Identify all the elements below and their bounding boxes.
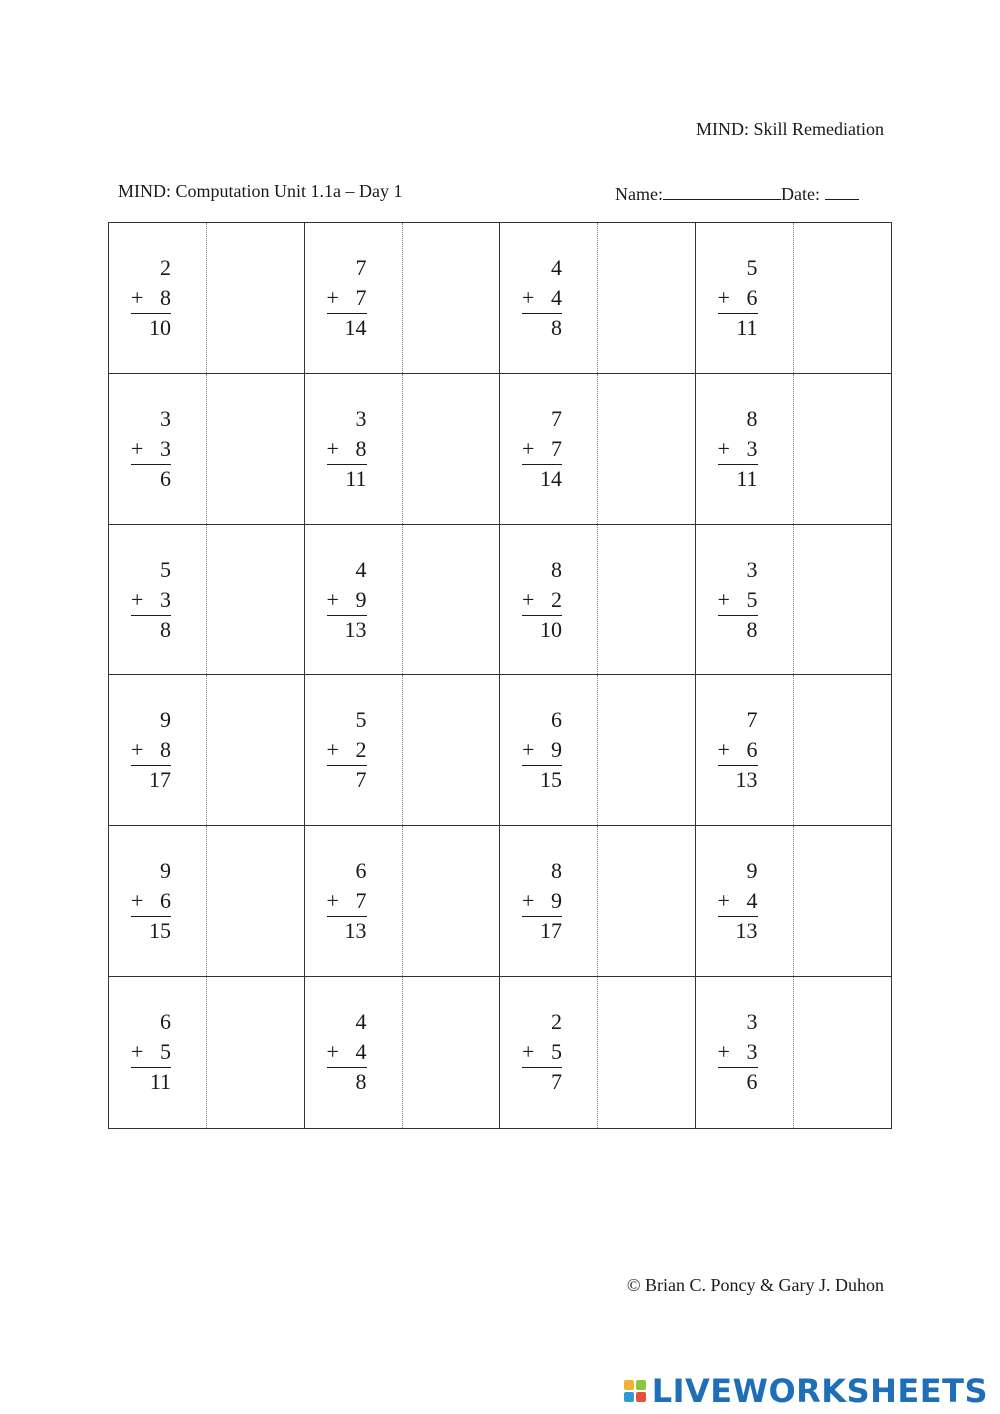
sum-line [522,615,562,616]
addend-bottom: 2 [355,737,367,763]
plus-sign: + [326,1039,339,1065]
sum-answer: 13 [344,616,367,642]
addend-bottom: 3 [746,1039,758,1065]
logo-icon [624,1380,646,1402]
addition-problem [129,555,171,645]
addend-top: 7 [355,255,367,280]
problem-cell [109,374,305,525]
addend-bottom-row [325,886,367,916]
addition-problem [129,856,171,946]
addend-top: 8 [551,858,562,884]
dotted-divider [402,374,403,524]
addend-top: 6 [355,858,367,884]
sum-line [718,313,758,314]
brand-text: LIVEWORKSHEETS [651,1372,988,1410]
addend-top: 3 [746,556,758,582]
problem-cell [305,675,501,826]
addend-bottom-row [325,283,367,313]
addend-top: 9 [746,858,758,884]
addend-bottom-row [325,1037,367,1067]
addend-bottom: 2 [551,586,562,612]
logo-square [636,1380,646,1390]
addition-problem [325,555,367,645]
addend-bottom-row [129,434,171,464]
plus-sign: + [717,435,730,461]
sum-answer: 13 [735,918,758,944]
addend-top: 5 [355,707,367,733]
sum-line [718,1067,758,1068]
plus-sign: + [326,586,339,612]
sum-line [718,615,758,616]
plus-sign: + [131,285,144,310]
addend-top: 7 [746,707,758,733]
plus-sign: + [717,737,730,763]
addition-problem [716,404,758,494]
addend-bottom-row [325,585,367,615]
addend-bottom-row [716,283,758,313]
dotted-divider [402,826,403,976]
date-field[interactable] [825,181,859,200]
addition-problem [129,705,171,795]
addend-bottom-row [129,735,171,765]
sum-answer: 8 [355,1069,367,1095]
addend-bottom: 3 [746,435,758,461]
worksheet-title: MIND: Computation Unit 1.1a – Day 1 [118,181,403,201]
date-label: Date: [780,184,820,204]
plus-sign: + [326,435,339,461]
name-date-fields [615,181,859,205]
dotted-divider [206,374,207,524]
plus-sign: + [326,285,339,310]
addend-top: 3 [160,405,171,431]
addend-top: 8 [551,556,562,582]
addend-bottom-row [716,886,758,916]
problem-cell [500,525,696,676]
addend-top: 9 [160,707,171,733]
addend-top: 6 [160,1009,171,1035]
sum-line [327,916,367,917]
addition-problem [325,253,367,343]
addition-problem [129,253,171,343]
addend-bottom-row [716,1037,758,1067]
problem-cell [696,374,892,525]
addend-bottom: 5 [746,586,758,612]
addend-bottom-row [129,283,171,313]
addition-problem [129,404,171,494]
addend-bottom: 7 [355,285,367,310]
addend-bottom-row [520,1037,562,1067]
addition-problem [520,1007,562,1097]
sum-answer: 13 [344,918,367,944]
addend-bottom: 9 [551,737,562,763]
addition-problem [520,856,562,946]
problem-cell [696,675,892,826]
problem-cell [500,374,696,525]
sum-line [327,1067,367,1068]
dotted-divider [597,826,598,976]
addend-bottom: 8 [160,285,171,310]
dotted-divider [402,675,403,825]
addend-bottom-row [325,434,367,464]
addend-bottom: 6 [746,285,758,310]
sum-answer: 17 [540,918,562,944]
sum-line [131,615,171,616]
liveworksheets-logo [624,1372,988,1410]
dotted-divider [206,525,207,675]
addend-bottom: 3 [160,435,171,461]
name-label: Name: [615,184,663,204]
addend-bottom-row [129,886,171,916]
addition-problem [716,253,758,343]
addend-bottom: 7 [551,435,562,461]
skill-remediation-label: MIND: Skill Remediation [696,119,884,139]
dotted-divider [793,525,794,675]
plus-sign: + [717,1039,730,1065]
problem-cell [109,525,305,676]
sum-answer: 15 [540,767,562,793]
plus-sign: + [717,888,730,914]
addend-bottom: 6 [160,888,171,914]
addend-bottom-row [129,1037,171,1067]
sum-line [131,313,171,314]
problem-cell [305,826,501,977]
plus-sign: + [717,285,730,310]
addend-bottom-row [520,434,562,464]
dotted-divider [793,675,794,825]
sum-line [522,916,562,917]
sum-answer: 7 [551,1069,562,1095]
plus-sign: + [522,888,535,914]
dotted-divider [793,826,794,976]
sum-answer: 8 [551,315,562,340]
problem-cell [696,826,892,977]
addition-problem [325,856,367,946]
plus-sign: + [131,737,144,763]
addend-bottom-row [520,886,562,916]
sum-line [131,1067,171,1068]
addition-problem [520,253,562,343]
addition-problem [520,705,562,795]
copyright-text: © Brian C. Poncy & Gary J. Duhon [626,1275,884,1295]
problem-cell [305,223,501,374]
problem-cell [500,826,696,977]
addend-top: 3 [355,405,367,431]
sum-line [718,916,758,917]
plus-sign: + [326,737,339,763]
addend-bottom: 9 [355,586,367,612]
sum-line [718,765,758,766]
problem-cell [500,223,696,374]
sum-answer: 11 [345,465,367,491]
addend-top: 4 [551,255,562,280]
problem-cell [696,977,892,1128]
plus-sign: + [131,586,144,612]
dotted-divider [402,525,403,675]
addend-bottom: 4 [746,888,758,914]
addition-problem [520,555,562,645]
addend-bottom: 7 [355,888,367,914]
dotted-divider [206,826,207,976]
plus-sign: + [131,1039,144,1065]
dotted-divider [402,977,403,1128]
problem-cell [109,977,305,1128]
dotted-divider [206,977,207,1128]
sum-line [131,464,171,465]
sum-answer: 10 [149,315,171,340]
sum-answer: 17 [149,767,171,793]
dotted-divider [597,223,598,373]
plus-sign: + [131,888,144,914]
sum-line [131,916,171,917]
logo-square [624,1380,634,1390]
addend-top: 9 [160,858,171,884]
problem-grid [108,222,892,1129]
addend-top: 4 [355,1009,367,1035]
addend-top: 5 [746,255,758,280]
addend-bottom-row [716,585,758,615]
addend-bottom: 3 [160,586,171,612]
sum-line [327,765,367,766]
sum-answer: 7 [355,767,367,793]
plus-sign: + [522,435,535,461]
addend-top: 4 [355,556,367,582]
problem-cell [500,675,696,826]
sum-answer: 14 [344,315,367,340]
dotted-divider [597,374,598,524]
sum-line [522,765,562,766]
addition-problem [325,705,367,795]
sum-answer: 13 [735,767,758,793]
addend-top: 8 [746,405,758,431]
sum-line [131,765,171,766]
sum-line [522,1067,562,1068]
sum-answer: 11 [736,465,758,491]
addend-bottom: 4 [551,285,562,310]
addend-top: 3 [746,1009,758,1035]
addend-bottom: 6 [746,737,758,763]
dotted-divider [597,525,598,675]
plus-sign: + [131,435,144,461]
problem-cell [109,826,305,977]
sum-answer: 15 [149,918,171,944]
sum-line [522,464,562,465]
addition-problem [716,555,758,645]
sum-answer: 8 [746,616,758,642]
addend-top: 6 [551,707,562,733]
problem-cell [109,675,305,826]
addition-problem [325,1007,367,1097]
plus-sign: + [522,737,535,763]
dotted-divider [597,977,598,1128]
addend-bottom-row [716,735,758,765]
sum-line [718,464,758,465]
addition-problem [520,404,562,494]
plus-sign: + [326,888,339,914]
addend-bottom-row [520,585,562,615]
problem-cell [109,223,305,374]
sum-line [522,313,562,314]
problem-cell [305,374,501,525]
addend-top: 7 [551,405,562,431]
plus-sign: + [522,285,535,310]
sum-line [327,464,367,465]
addend-bottom-row [520,283,562,313]
addition-problem [325,404,367,494]
addend-bottom: 8 [160,737,171,763]
addend-top: 5 [160,556,171,582]
problem-cell [696,525,892,676]
problem-cell [696,223,892,374]
problem-cell [305,977,501,1128]
name-field[interactable] [663,181,781,200]
sum-answer: 10 [540,616,562,642]
problem-cell [305,525,501,676]
addition-problem [716,705,758,795]
dotted-divider [402,223,403,373]
addend-bottom: 8 [355,435,367,461]
plus-sign: + [522,586,535,612]
addend-bottom: 9 [551,888,562,914]
addition-problem [716,1007,758,1097]
sum-answer: 11 [149,1069,171,1095]
sum-answer: 6 [160,465,171,491]
sum-answer: 8 [160,616,171,642]
sum-answer: 14 [540,465,562,491]
plus-sign: + [522,1039,535,1065]
addition-problem [129,1007,171,1097]
addend-bottom: 5 [160,1039,171,1065]
addend-bottom: 4 [355,1039,367,1065]
dotted-divider [597,675,598,825]
dotted-divider [793,223,794,373]
addend-top: 2 [551,1009,562,1035]
sum-answer: 6 [746,1069,758,1095]
logo-square [624,1392,634,1402]
addend-bottom-row [716,434,758,464]
addition-problem [716,856,758,946]
problem-cell [500,977,696,1128]
plus-sign: + [717,586,730,612]
dotted-divider [206,675,207,825]
sum-line [327,615,367,616]
sum-line [327,313,367,314]
addend-bottom-row [520,735,562,765]
dotted-divider [793,374,794,524]
dotted-divider [206,223,207,373]
logo-square [636,1392,646,1402]
addend-bottom: 5 [551,1039,562,1065]
addend-bottom-row [129,585,171,615]
dotted-divider [793,977,794,1128]
addend-bottom-row [325,735,367,765]
sum-answer: 11 [736,315,758,340]
addend-top: 2 [160,255,171,280]
